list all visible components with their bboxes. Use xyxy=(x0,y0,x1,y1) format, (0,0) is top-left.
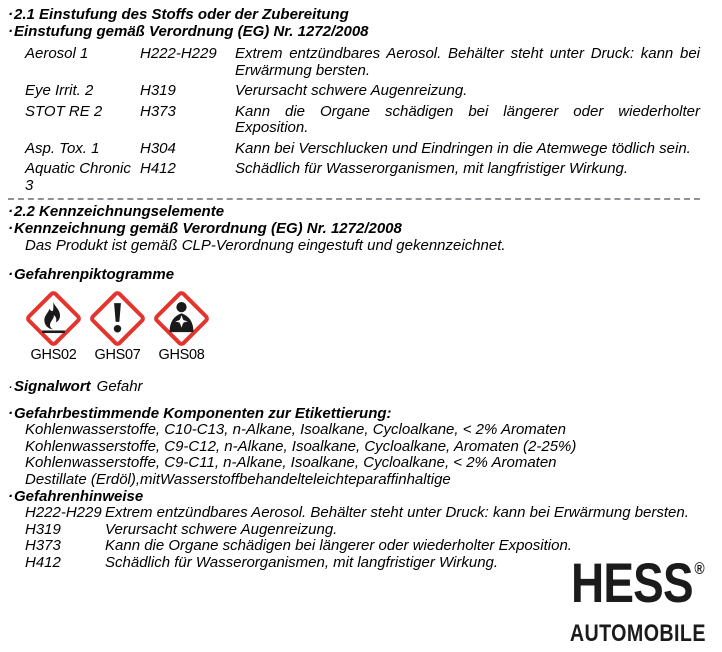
signalword-label: Signalwort xyxy=(14,378,91,395)
hazard-code: H373 xyxy=(140,102,176,120)
hazard-class: Asp. Tox. 1 xyxy=(25,139,100,157)
hazard-class: Eye Irrit. 2 xyxy=(25,82,94,99)
ghs08-label: GHS08 xyxy=(158,347,205,363)
ghs02-pictogram xyxy=(25,290,82,364)
hazard-code: H319 xyxy=(140,82,176,99)
hazard-text: Verursacht schwere Augenreizung. xyxy=(235,82,468,99)
table-row xyxy=(25,141,700,158)
dashed-separator xyxy=(8,198,700,200)
component-line: Kohlenwasserstoffe, C9-C11, n-Alkane, Isoalkane, Cycloalkane, < 2% Aromaten xyxy=(25,454,557,471)
section-2-2-heading-text: 2.2 Kennzeichnungselemente xyxy=(14,203,225,220)
hazard-code: H222-H229 xyxy=(140,45,217,62)
bullet: · xyxy=(8,6,13,23)
table-row xyxy=(25,46,700,79)
hazards-heading xyxy=(8,488,700,505)
clp-intro-text: Das Produkt ist gemäß CLP-Verordnung eingestuft und gekennzeichnet. xyxy=(25,237,506,254)
hazard-class: STOT RE 2 xyxy=(25,102,103,120)
hazard-class: Aquatic Chronic 3 xyxy=(25,160,131,194)
ghs07-label: GHS07 xyxy=(94,347,141,363)
pictograms-heading-text: Gefahrenpiktogramme xyxy=(14,266,175,283)
bullet: · xyxy=(8,405,13,422)
hazard-text: Kann die Organe schädigen bei längerer oder wiederholter Exposition. xyxy=(235,102,700,136)
logo-subtitle: AUTOMOBILE xyxy=(569,620,706,647)
flame-icon xyxy=(25,290,82,347)
exclamation-mark-icon xyxy=(89,290,146,347)
section-2-1-subheading-text: Einstufung gemäß Verordnung (EG) Nr. 1272/2008 xyxy=(14,23,369,40)
hazard-text: Schädlich für Wasserorganismen, mit langfristiger Wirkung. xyxy=(105,553,499,571)
signalword-line xyxy=(8,378,700,395)
hazard-text: Kann die Organe schädigen bei längerer oder wiederholter Exposition. xyxy=(105,537,572,554)
bullet: · xyxy=(8,266,13,283)
component-line: Kohlenwasserstoffe, C9-C12, n-Alkane, Isoalkane, Cycloalkane, Aromaten (2-25%) xyxy=(25,437,577,455)
section-2-2-subheading xyxy=(8,220,700,237)
bullet: · xyxy=(8,378,13,395)
hazard-code: H319 xyxy=(25,520,61,538)
bullet: · xyxy=(8,220,13,237)
hazard-text: Extrem entzündbares Aerosol. Behälter steht unter Druck: kann bei Erwärmung bersten. xyxy=(235,45,700,79)
ghs02-label: GHS02 xyxy=(30,347,77,363)
components-heading xyxy=(8,405,700,422)
ghs08-pictogram xyxy=(153,290,210,364)
hazard-text: Schädlich für Wasserorganismen, mit langfristiger Wirkung. xyxy=(235,160,629,177)
table-row xyxy=(25,161,700,194)
bullet: · xyxy=(8,488,13,505)
hess-automobile-logo xyxy=(570,546,706,646)
logo-wordmark: HESS xyxy=(571,551,693,614)
ghs-pictogram-row xyxy=(25,290,700,364)
bullet: · xyxy=(8,23,13,40)
health-hazard-icon xyxy=(153,290,210,347)
section-2-2-heading xyxy=(8,203,700,220)
hazard-text: Verursacht schwere Augenreizung. xyxy=(105,520,338,538)
registered-trademark-symbol: ® xyxy=(694,559,705,578)
hazard-code: H373 xyxy=(25,537,61,554)
components-heading-text: Gefahrbestimmende Komponenten zur Etikettierung: xyxy=(14,405,392,422)
table-row xyxy=(25,83,700,100)
ghs07-pictogram xyxy=(89,290,146,364)
hazard-text: Extrem entzündbares Aerosol. Behälter steht unter Druck: kann bei Erwärmung bersten. xyxy=(105,504,689,521)
component-line: Kohlenwasserstoffe, C10-C13, n-Alkane, Isoalkane, Cycloalkane, < 2% Aromaten xyxy=(25,421,566,438)
signalword-value: Gefahr xyxy=(96,378,143,395)
section-2-1-heading-text: 2.1 Einstufung des Stoffs oder der Zubereitung xyxy=(14,6,349,23)
hazard-statement-row xyxy=(25,522,700,539)
hazard-code: H412 xyxy=(140,160,176,177)
section-2-1-heading xyxy=(8,6,700,23)
hazard-code: H304 xyxy=(140,139,176,157)
pictograms-heading xyxy=(8,266,700,283)
hazard-statement-row xyxy=(25,505,700,522)
hazard-code: H412 xyxy=(25,553,61,571)
hazard-text: Kann bei Verschlucken und Eindringen in die Atemwege tödlich sein. xyxy=(235,139,691,157)
hazards-heading-text: Gefahrenhinweise xyxy=(14,488,144,505)
section-2-1-subheading xyxy=(8,23,700,40)
classification-table xyxy=(25,46,700,194)
component-line: Destillate (Erdöl),mitWasserstoffbehandelteleichteparaffinhaltige xyxy=(25,470,451,488)
table-row xyxy=(25,104,700,137)
hazard-code: H222-H229 xyxy=(25,504,102,521)
hazard-class: Aerosol 1 xyxy=(25,45,89,62)
section-2-2-subheading-text: Kennzeichnung gemäß Verordnung (EG) Nr. 1272/2008 xyxy=(14,220,402,237)
bullet: · xyxy=(8,203,13,220)
